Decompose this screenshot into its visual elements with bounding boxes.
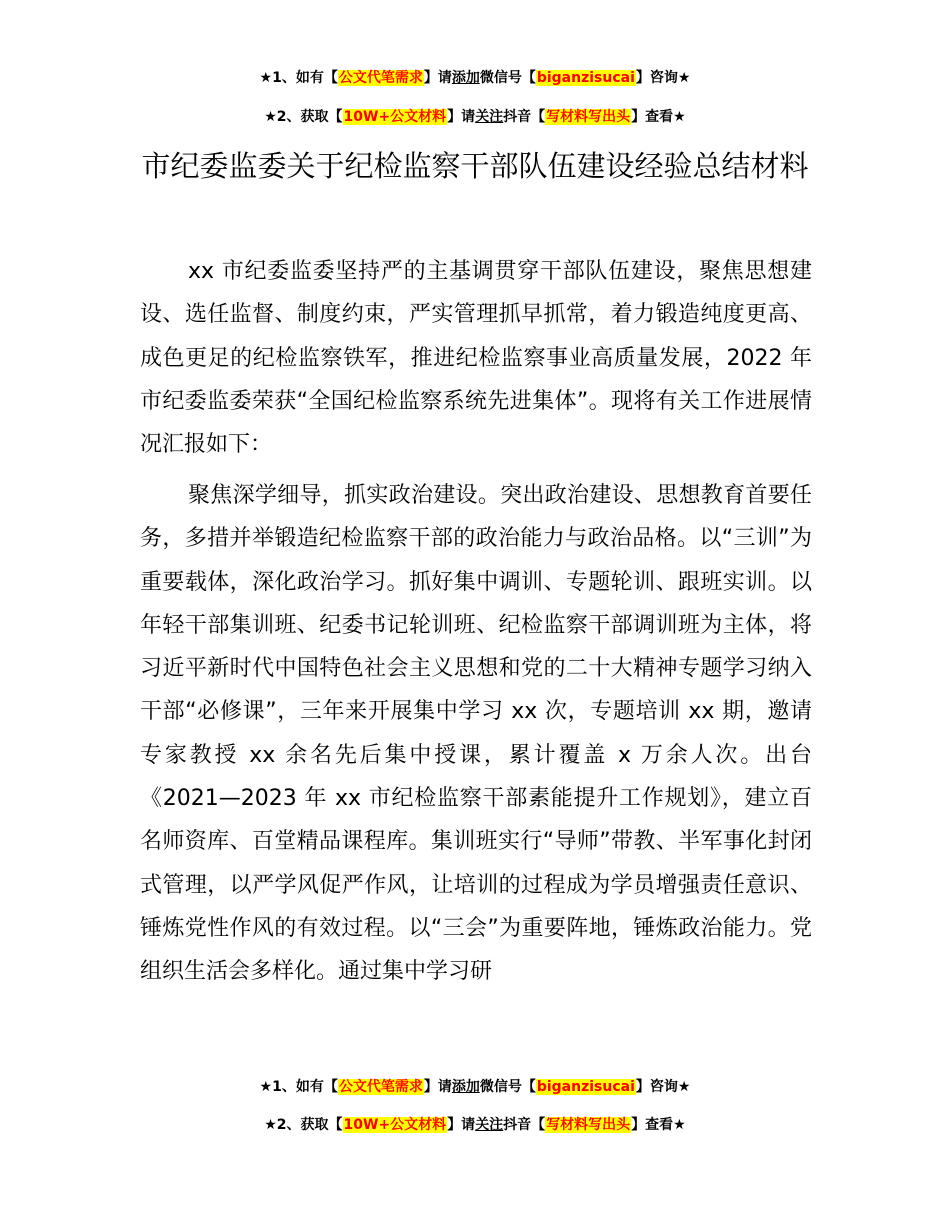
promo-highlight-douyin-account: 写材料写出头 [546, 109, 631, 125]
promo-text: 微信号【 [479, 1079, 536, 1095]
promo-highlight-douyin-account: 写材料写出头 [546, 1117, 631, 1133]
promo-highlight-service: 公文代笔需求 [338, 70, 423, 86]
promo-suffix: 】咨询★ [635, 70, 691, 86]
promo-banner-wechat-bottom [0, 1077, 950, 1097]
body-paragraph-political-building: 聚焦深学细导，抓实政治建设。突出政治建设、思想教育首要任务，多措并举锻造纪检监察干部的政治能力与政治品格。以“三训”为重要载体，深化政治学习。抓好集中调训、专题轮训、跟班实训。以年轻干部集训班、纪委书记轮训班、纪检监察干部调训班为主体，将习近平新时代中国特色社会主义思想和党的二十大精神专题学习纳入干部“必修课”，三年来开展集中学习 xx 次，专题培训 xx 期，邀请专家教授 xx 余名先后集中授课，累计覆盖 x 万余人次。出台《2021—2023 年 xx 市纪检监察干部素能提升工作规划》，建立百名师资库、百堂精品课程库。集训班实行“导师”带教、半军事化封闭式管理，以严学风促严作风，让培训的过程成为学员增强责任意识、锤炼党性作风的有效过程。以“三会”为重要阵地，锤炼政治能力。党组织生活会多样化。通过集中学习研 [140, 483, 812, 985]
promo-banner-douyin-top [0, 107, 950, 127]
promo-underlined-follow: 关注 [475, 109, 504, 125]
promo-suffix: 】咨询★ [635, 1079, 691, 1095]
body-paragraph-intro: xx 市纪委监委坚持严的主基调贯穿干部队伍建设，聚焦思想建设、选任监督、制度约束，严实管理抓早抓常，着力锻造纯度更高、成色更足的纪检监察铁军，推进纪检监察事业高质量发展，2022 年市纪委监委荣获“全国纪检监察系统先进集体”。现将有关工作进展情况汇报如下： [140, 259, 812, 458]
promo-highlight-wechat-id: biganzisucai [536, 70, 635, 86]
promo-text: 】请 [423, 70, 452, 86]
promo-text: 】请 [447, 1117, 476, 1133]
document-title: 市纪委监委关于纪检监察干部队伍建设经验总结材料 [141, 149, 809, 183]
promo-suffix: 】查看★ [631, 109, 686, 125]
promo-highlight-materials: 10W+公文材料 [343, 109, 447, 125]
promo-prefix: ★1、如有【 [259, 70, 338, 86]
promo-suffix: 】查看★ [631, 1117, 686, 1133]
promo-underlined-follow: 关注 [475, 1117, 504, 1133]
promo-text: 抖音【 [503, 109, 546, 125]
promo-text: 抖音【 [503, 1117, 546, 1133]
promo-prefix: ★2、获取【 [264, 1117, 343, 1133]
promo-highlight-service: 公文代笔需求 [338, 1079, 423, 1095]
promo-prefix: ★2、获取【 [264, 109, 343, 125]
promo-highlight-materials: 10W+公文材料 [343, 1117, 447, 1133]
promo-highlight-wechat-id: biganzisucai [536, 1079, 635, 1095]
promo-text: 微信号【 [479, 70, 536, 86]
promo-underlined-add: 添加 [451, 1079, 480, 1095]
promo-prefix: ★1、如有【 [259, 1079, 338, 1095]
promo-text: 】请 [423, 1079, 452, 1095]
promo-text: 】请 [447, 109, 476, 125]
promo-banner-wechat-top [0, 68, 950, 88]
promo-underlined-add: 添加 [451, 70, 480, 86]
promo-banner-douyin-bottom [0, 1115, 950, 1135]
